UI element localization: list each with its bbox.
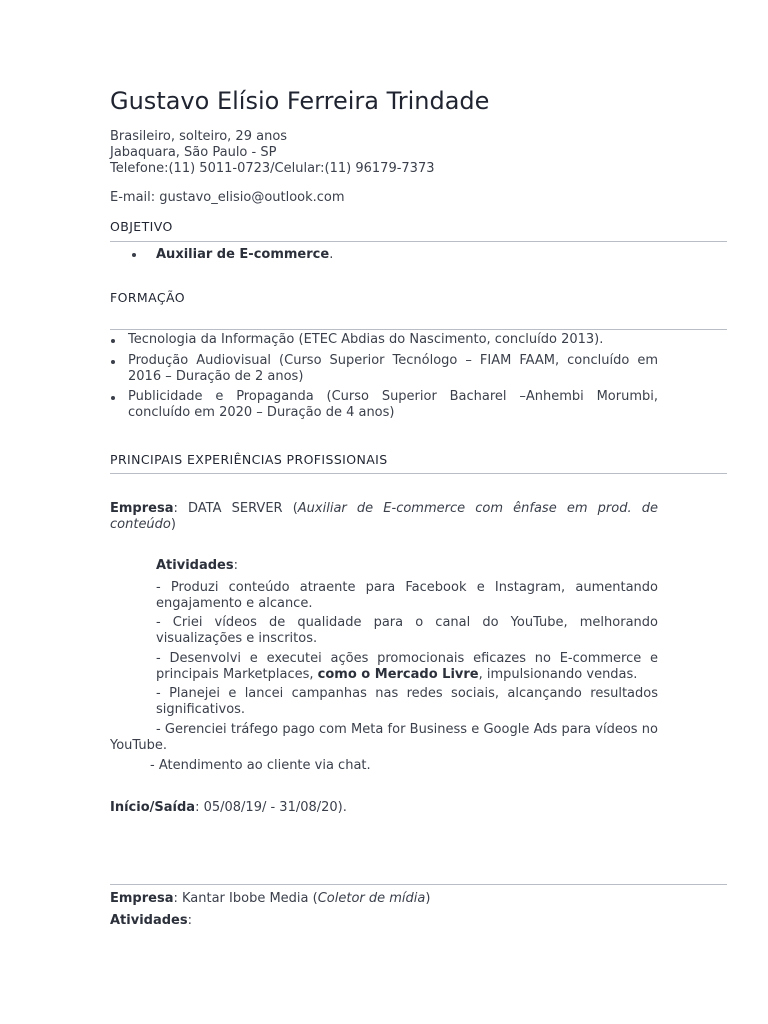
dates-label: Início/Saída — [110, 800, 196, 815]
atividades-label: Atividades — [110, 913, 188, 928]
atividades-label: Atividades — [156, 558, 234, 573]
job1-role: Auxiliar de E-commerce com ênfase em prod. de conteúdo — [110, 501, 658, 532]
job1-activity: - Planejei e lancei campanhas nas redes sociais, alcançando resultados significativos. — [156, 686, 658, 717]
bullet-icon — [132, 253, 136, 257]
empresa-label: Empresa — [110, 501, 174, 516]
email-address: gustavo_elisio@outlook.com — [159, 190, 345, 205]
atividades-colon: : — [233, 558, 238, 573]
dates-value: : 05/08/19/ - 31/08/20). — [195, 800, 347, 815]
formacao-item: Produção Audiovisual (Curso Superior Tecnólogo – FIAM FAAM, concluído em 2016 – Duração de 2 anos) — [128, 353, 658, 384]
email-label: E-mail: — [110, 190, 160, 205]
divider — [110, 884, 727, 885]
formacao-item: Publicidade e Propaganda (Curso Superior Bacharel –Anhembi Morumbi, concluído em 2020 – Duração de 4 anos) — [128, 389, 658, 420]
job1-atividades-label — [156, 558, 238, 574]
bullet-icon — [111, 360, 115, 364]
empresa-label: Empresa — [110, 891, 174, 906]
email-line — [110, 190, 345, 206]
personal-info: Brasileiro, solteiro, 29 anos — [110, 129, 288, 144]
phone: Telefone:(11) 5011-0723/Celular:(11) 96179-7373 — [110, 161, 435, 176]
empresa-name: : Kantar Ibobe Media ( — [173, 891, 318, 906]
divider — [110, 241, 727, 242]
job1-empresa — [110, 501, 658, 533]
role-close: ) — [170, 517, 176, 532]
activity-highlight: como o Mercado Livre — [317, 667, 479, 682]
section-title-objetivo: OBJETIVO — [110, 219, 173, 234]
divider — [110, 329, 727, 330]
job1-activity: - Gerenciei tráfego pago com Meta for Business e Google Ads para vídeos no YouTube. — [110, 722, 658, 753]
bullet-icon — [111, 339, 115, 343]
section-title-experiencias: PRINCIPAIS EXPERIÊNCIAS PROFISSIONAIS — [110, 452, 388, 467]
divider — [110, 473, 727, 474]
candidate-name: Gustavo Elísio Ferreira Trindade — [110, 87, 490, 115]
objetivo-suffix: . — [329, 247, 334, 262]
job1-activity — [156, 651, 658, 683]
job1-activity: - Criei vídeos de qualidade para o canal do YouTube, melhorando visualizações e inscritos. — [156, 615, 658, 646]
activity-text: - Desenvolvi e executei ações promocionais eficazes no E-commerce e principais Marketplaces, — [156, 651, 658, 682]
job2-role: Coletor de mídia — [317, 891, 426, 906]
bullet-icon — [111, 396, 115, 400]
job2-empresa — [110, 891, 430, 907]
activity-text: , impulsionando vendas. — [478, 667, 638, 682]
objetivo-role: Auxiliar de E-commerce — [156, 247, 330, 262]
job2-atividades-label — [110, 913, 192, 929]
address: Jabaquara, São Paulo - SP — [110, 145, 277, 160]
section-title-formacao: FORMAÇÃO — [110, 290, 185, 305]
job1-dates — [110, 800, 347, 816]
empresa-name: : DATA SERVER ( — [173, 501, 298, 516]
objetivo-item — [156, 247, 333, 263]
role-close: ) — [425, 891, 431, 906]
formacao-item: Tecnologia da Informação (ETEC Abdias do Nascimento, concluído 2013). — [128, 332, 604, 347]
atividades-colon: : — [187, 913, 192, 928]
job1-activity: - Produzi conteúdo atraente para Facebook e Instagram, aumentando engajamento e alcance. — [156, 580, 658, 611]
job1-activity: - Atendimento ao cliente via chat. — [150, 758, 371, 773]
